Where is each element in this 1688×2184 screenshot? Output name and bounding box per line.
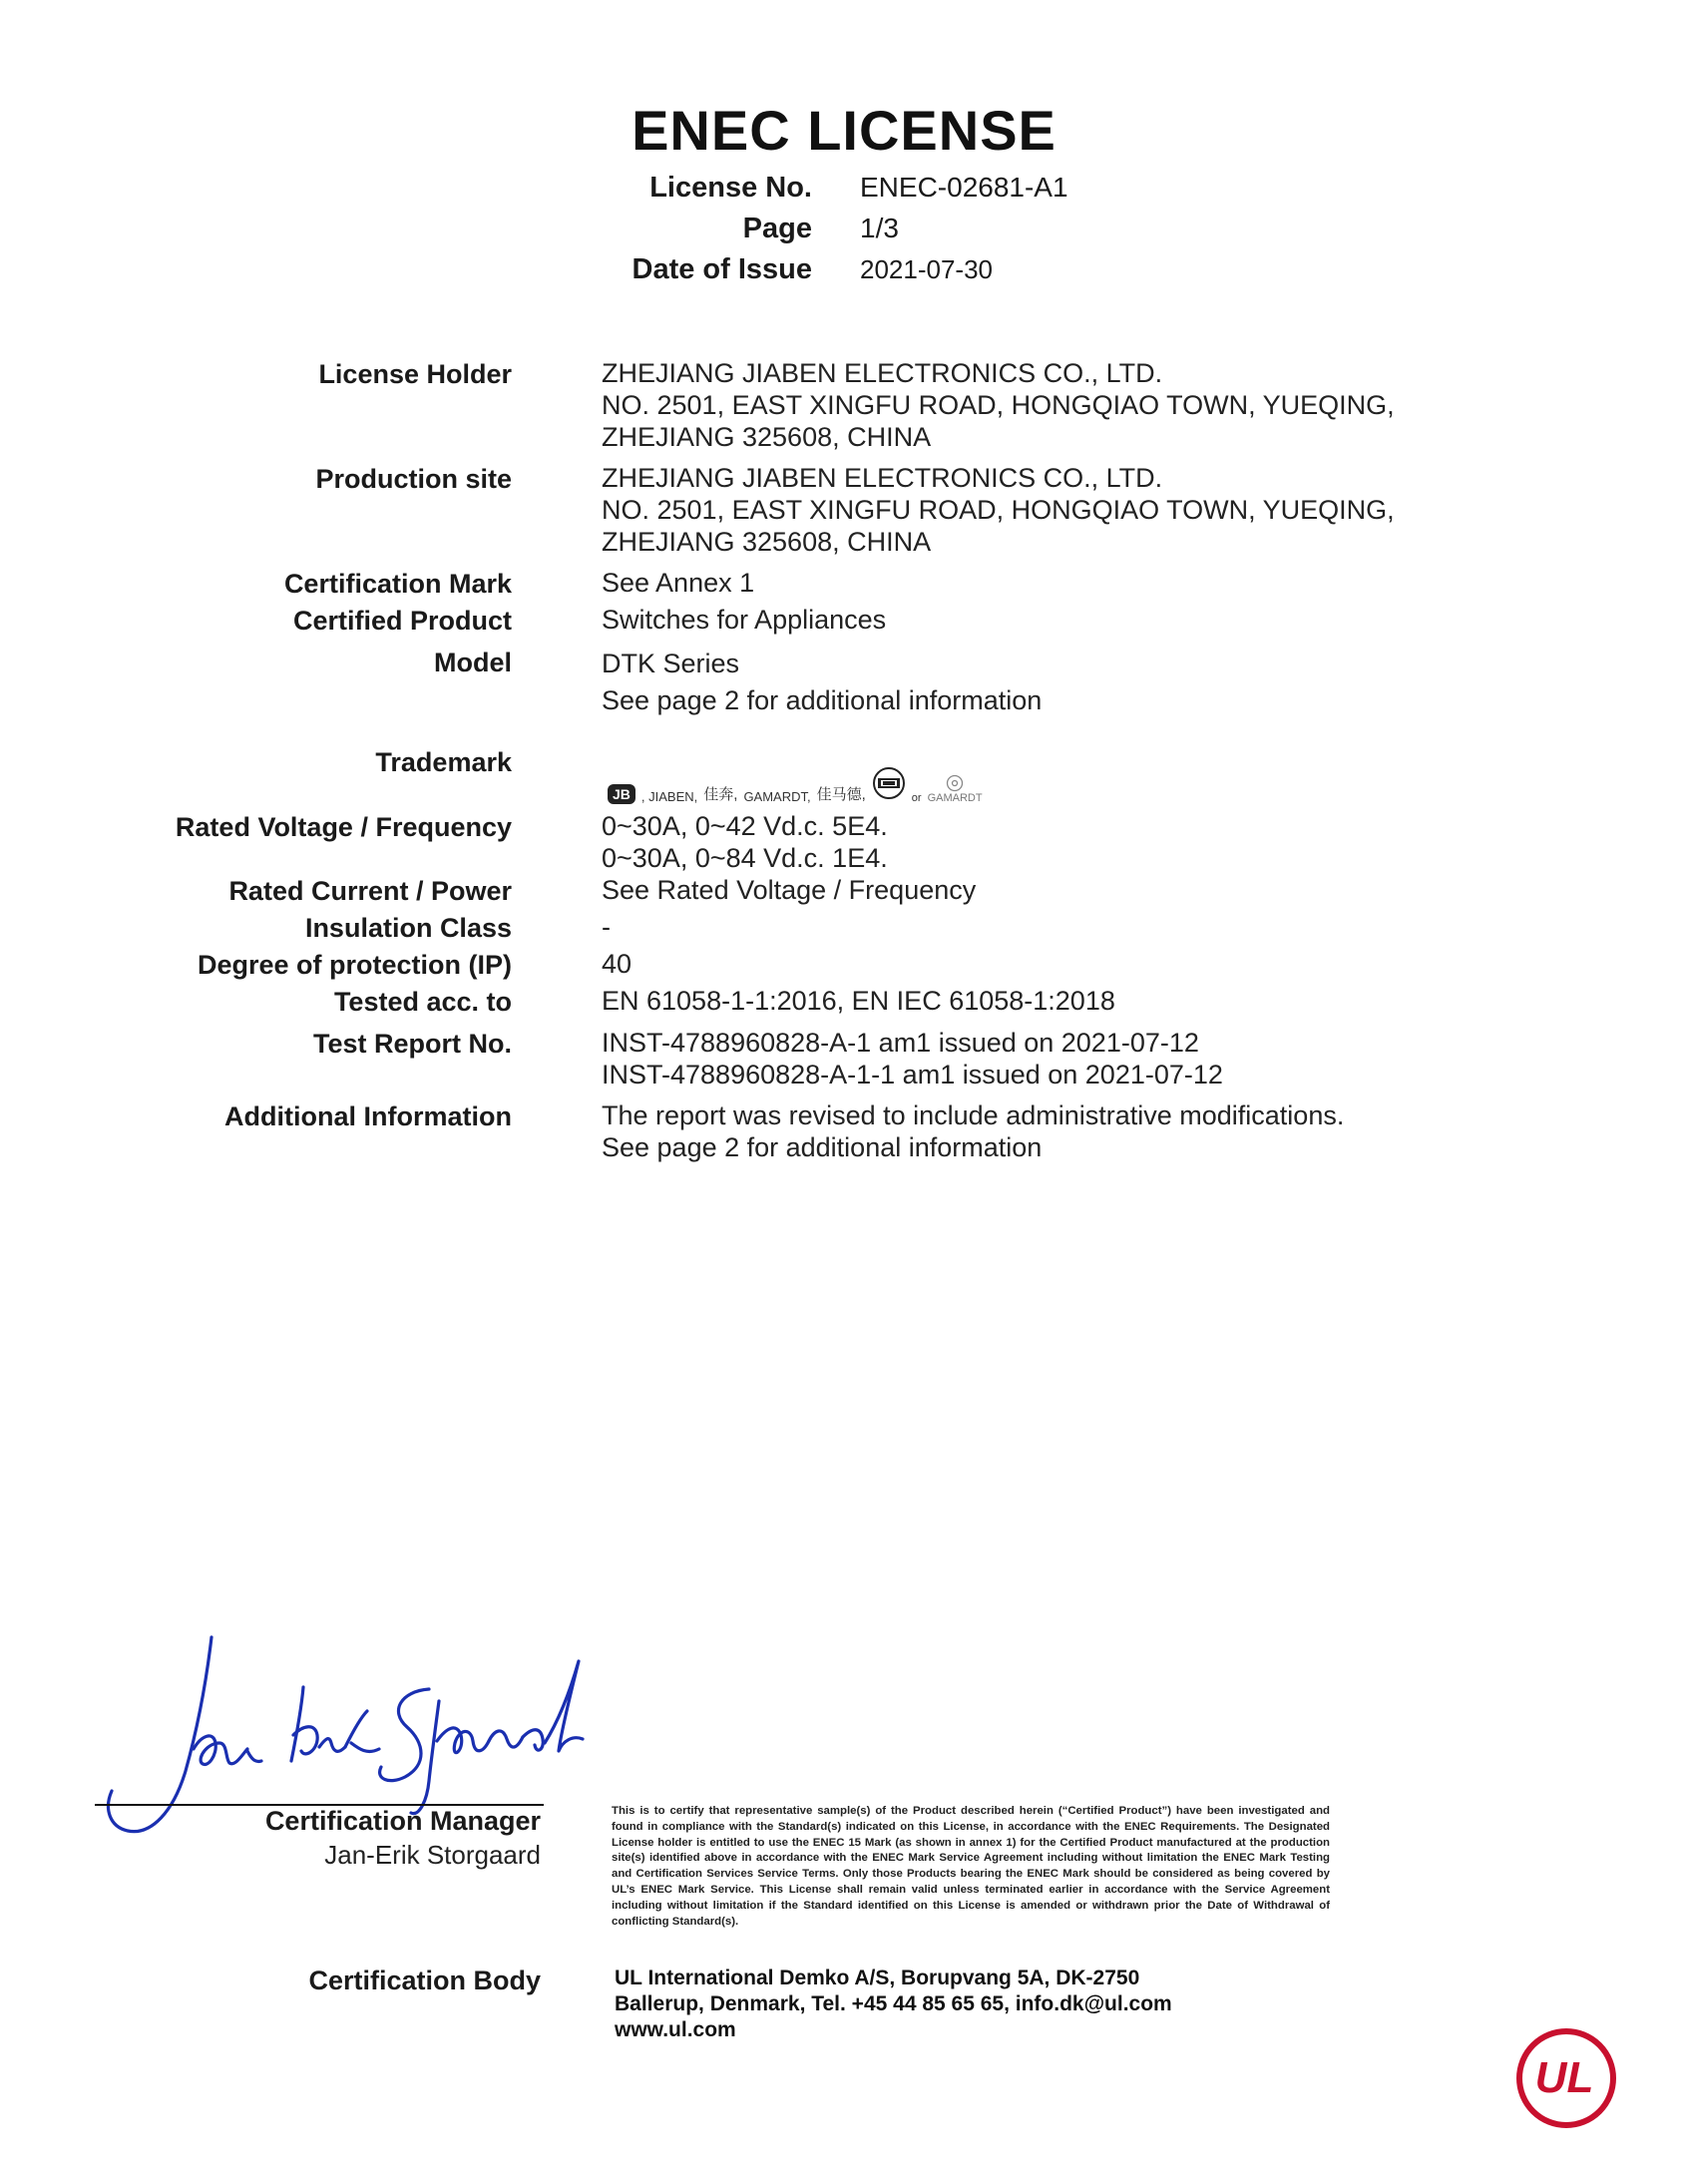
certification-mark-value: See Annex 1: [602, 568, 755, 598]
additional-information-label: Additional Information: [224, 1101, 512, 1131]
certification-mark-label: Certification Mark: [283, 569, 512, 599]
license-no-value: ENEC-02681-A1: [860, 172, 1068, 203]
degree-of-protection-value: 40: [602, 949, 633, 979]
license-holder-line: ZHEJIANG JIABEN ELECTRONICS CO., LTD.: [602, 358, 1163, 388]
degree-of-protection-label: Degree of protection (IP): [197, 950, 512, 980]
certification-disclaimer: This is to certify that representative sample(s) of the Product described herein (“Certified Product”) have been investigated and found in compliance with the Standard(s) indicated on this License, in accordance with the ENEC Requirements. The Designated License holder is entitled to use the ENEC 15 Mark (as shown in annex 1) for the Certified Product manufactured at the production site(s) identified above in accordance with the ENEC Mark Service Agreement including without limitation the ENEC Mark Testing and Certification Services Service Terms. Only those Products bearing the ENEC Mark should be considered as being covered by UL’s ENEC Mark Service. This License shall remain valid unless terminated earlier in accordance with the Service Agreement including without limitation if the Standard identified on this License is amended or withdrawn prior the Date of Withdrawal of conflicting Standard(s).: [612, 1805, 1330, 1928]
rated-current-value: See Rated Voltage / Frequency: [602, 875, 977, 905]
production-site-label: Production site: [315, 464, 512, 494]
test-report-no-value: [602, 1027, 1223, 1091]
trademark-label: Trademark: [375, 747, 512, 777]
test-report-line: INST-4788960828-A-1-1 am1 issued on 2021-07-12: [602, 1060, 1223, 1090]
tested-acc-to-label: Tested acc. to: [333, 987, 512, 1017]
trademark-text: , JIABEN,: [640, 789, 698, 804]
model-line: DTK Series: [602, 649, 740, 678]
certification-body-value: [615, 1966, 1172, 2043]
date-of-issue-label: Date of Issue: [632, 253, 812, 285]
gamardt-circle-logo: [872, 765, 906, 804]
trademark-text: 佳奔,: [703, 786, 738, 803]
production-site-line: ZHEJIANG 325608, CHINA: [602, 527, 932, 557]
model-label: Model: [434, 648, 512, 677]
rated-voltage-line: 0~30A, 0~84 Vd.c. 1E4.: [602, 843, 888, 873]
additional-information-value: [602, 1099, 1344, 1163]
ul-logo: [1514, 2026, 1618, 2135]
trademark-text: 佳马德,: [816, 786, 866, 803]
trademark-logos: [608, 750, 983, 804]
certified-product-label: Certified Product: [292, 606, 512, 636]
jb-logo: JB: [608, 784, 635, 804]
production-site-line: NO. 2501, EAST XINGFU ROAD, HONGQIAO TOWN, YUEQING,: [602, 495, 1395, 525]
license-holder-line: NO. 2501, EAST XINGFU ROAD, HONGQIAO TOWN, YUEQING,: [602, 390, 1395, 420]
svg-text:UL: UL: [1534, 2053, 1594, 2102]
trademark-text: GAMARDT,: [743, 789, 811, 804]
page-label: Page: [742, 213, 812, 244]
certification-body-line: www.ul.com: [615, 2018, 736, 2041]
additional-information-line: The report was revised to include administrative modifications.: [602, 1100, 1345, 1130]
certification-manager-name: Jan-Erik Storgaard: [324, 1840, 541, 1870]
model-line: See page 2 for additional information: [602, 685, 1043, 715]
production-site-line: ZHEJIANG JIABEN ELECTRONICS CO., LTD.: [602, 463, 1163, 493]
document-title: ENEC LICENSE: [632, 99, 1056, 162]
page-value: 1/3: [860, 213, 899, 243]
test-report-line: INST-4788960828-A-1 am1 issued on 2021-07-12: [602, 1028, 1199, 1058]
date-of-issue-value: 2021-07-30: [860, 254, 993, 284]
trademark-text: or: [911, 792, 922, 804]
insulation-class-value: -: [602, 912, 611, 942]
license-holder-value: [602, 357, 1395, 453]
additional-information-line: See page 2 for additional information: [602, 1132, 1043, 1162]
model-value: [602, 646, 1042, 719]
rated-voltage-label: Rated Voltage / Frequency: [175, 812, 512, 842]
trademark-text: GAMARDT: [927, 792, 983, 804]
gamardt-mark-icon: [946, 774, 964, 792]
rated-voltage-line: 0~30A, 0~42 Vd.c. 5E4.: [602, 811, 888, 841]
gamardt-gray-logo: [928, 774, 983, 804]
rated-current-label: Rated Current / Power: [228, 876, 512, 906]
test-report-no-label: Test Report No.: [312, 1029, 512, 1059]
certification-body-label: Certification Body: [308, 1966, 541, 1995]
license-holder-line: ZHEJIANG 325608, CHINA: [602, 422, 932, 452]
tested-acc-to-value: EN 61058-1-1:2016, EN IEC 61058-1:2018: [602, 986, 1115, 1016]
certification-manager-title: Certification Manager: [264, 1806, 541, 1836]
certified-product-value: Switches for Appliances: [602, 605, 887, 635]
license-no-label: License No.: [649, 172, 812, 204]
license-holder-label: License Holder: [318, 359, 512, 389]
production-site-value: [602, 462, 1395, 558]
rated-voltage-value: [602, 810, 888, 874]
insulation-class-label: Insulation Class: [304, 913, 512, 943]
certification-body-line: UL International Demko A/S, Borupvang 5A, DK-2750: [615, 1966, 1140, 1989]
certification-body-line: Ballerup, Denmark, Tel. +45 44 85 65 65, info.dk@ul.com: [615, 1992, 1172, 2015]
